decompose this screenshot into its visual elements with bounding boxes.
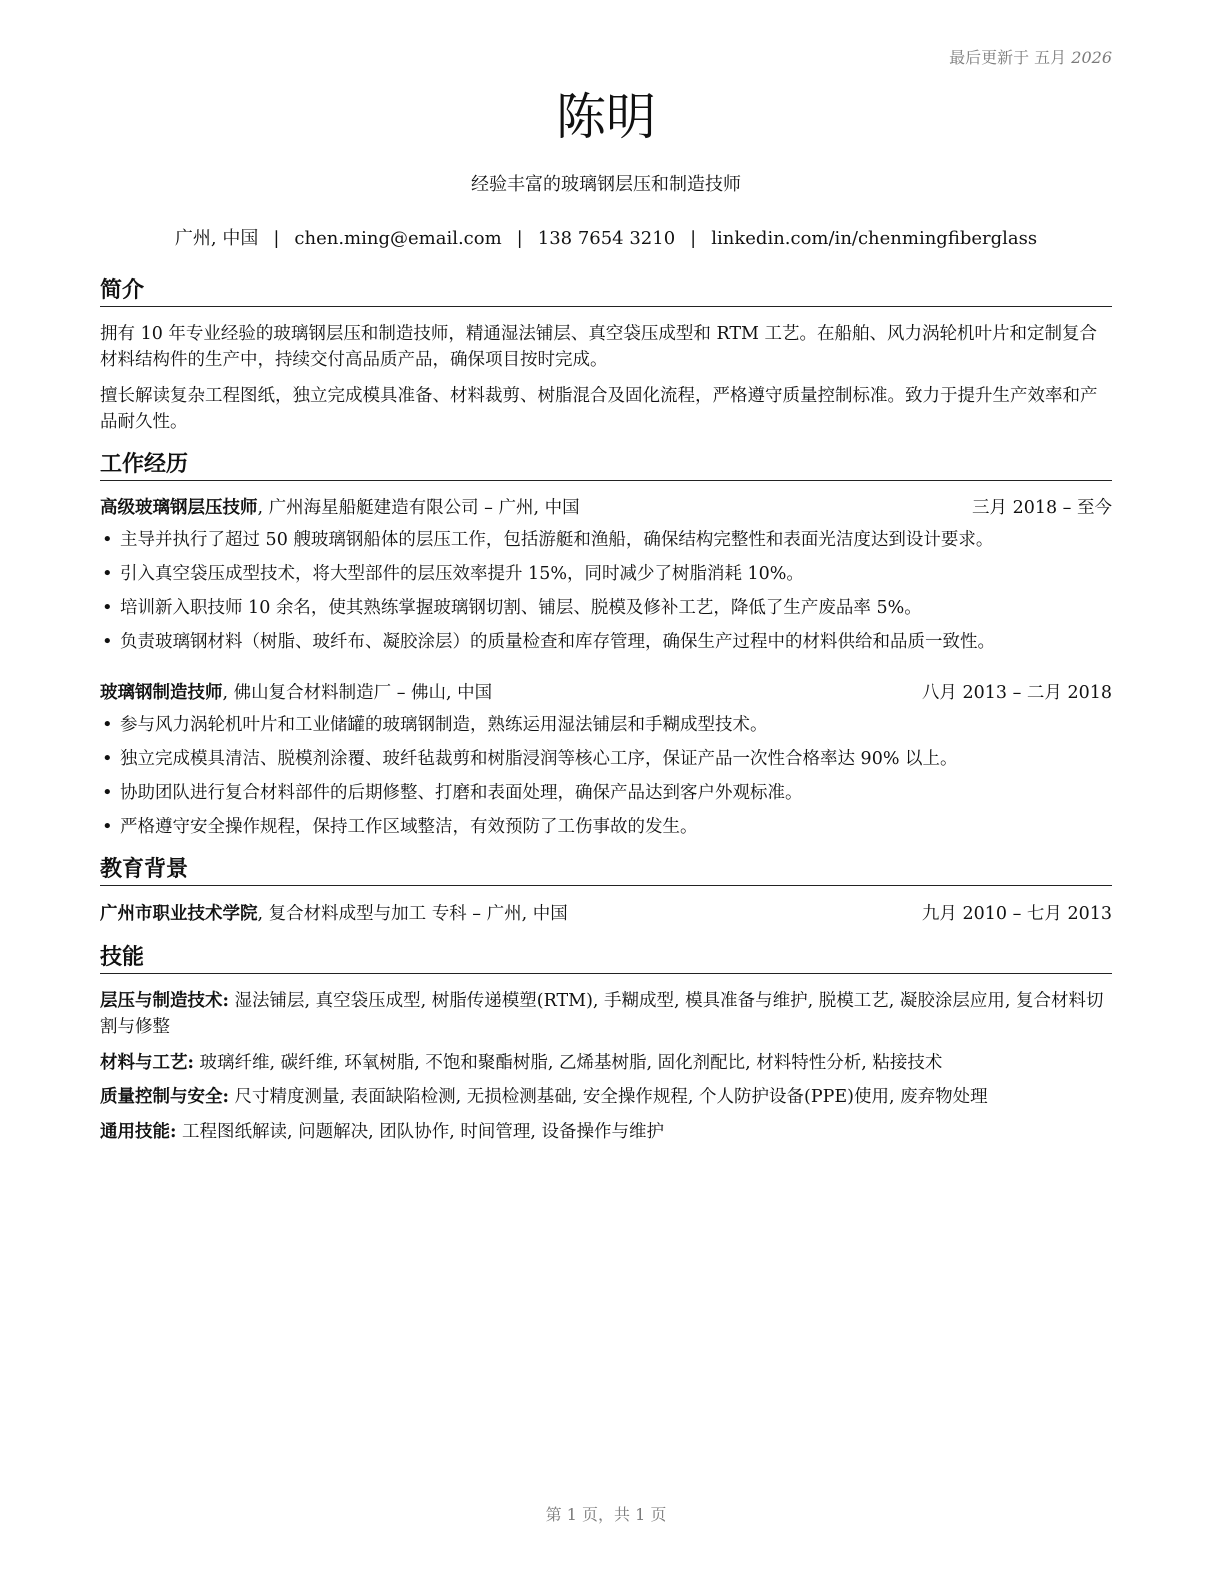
contact-line (100, 224, 1112, 250)
section-title-education: 教育背景 (100, 857, 1112, 886)
skill-value: 玻璃纤维, 碳纤维, 环氧树脂, 不饱和聚酯树脂, 乙烯基树脂, 固化剂配比, 材料特性分析, 粘接技术 (193, 1053, 943, 1073)
page-number: 第 1 页，共 1 页 (545, 1505, 667, 1524)
skill-line (100, 988, 1120, 1040)
skill-label: 质量控制与安全: (100, 1087, 229, 1107)
job-header (100, 495, 1112, 521)
last-updated: 最后更新于 五月 2026 (949, 48, 1112, 67)
education-school: 广州市职业技术学院 (100, 904, 258, 924)
job-dates: 八月 2013 – 二月 2018 (921, 683, 1112, 703)
section-title-skills: 技能 (100, 945, 1112, 974)
contact-linkedin[interactable]: linkedin.com/in/chenmingfiberglass (711, 228, 1038, 249)
job-org: , 广州海星船艇建造有限公司 – 广州, 中国 (257, 498, 580, 518)
education-dates: 九月 2010 – 七月 2013 (921, 904, 1112, 924)
list-item: • 严格遵守安全操作规程，保持工作区域整洁，有效预防了工伤事故的发生。 (100, 810, 1112, 844)
list-item: • 独立完成模具清洁、脱模剂涂覆、玻纤毡裁剪和树脂浸润等核心工序，保证产品一次性合格率达 90% 以上。 (100, 742, 1112, 776)
contact-separator: | (690, 228, 697, 249)
resume-page (100, 0, 1112, 1584)
skill-label: 材料与工艺: (100, 1053, 194, 1073)
contact-email[interactable]: chen.ming@email.com (294, 228, 502, 249)
contact-location: 广州, 中国 (174, 228, 259, 249)
contact-separator: | (273, 228, 280, 249)
education-entry (100, 901, 1112, 927)
skill-label: 层压与制造技术: (100, 991, 229, 1011)
education-detail: , 复合材料成型与加工 专科 – 广州, 中国 (257, 904, 568, 924)
job-role: 高级玻璃钢层压技师 (100, 498, 258, 518)
job-dates: 三月 2018 – 至今 (972, 498, 1112, 518)
candidate-headline: 经验丰富的玻璃钢层压和制造技师 (471, 174, 741, 195)
list-item: • 引入真空袋压成型技术，将大型部件的层压效率提升 15%，同时减少了树脂消耗 10%。 (100, 557, 1112, 591)
skill-value: 尺寸精度测量, 表面缺陷检测, 无损检测基础, 安全操作规程, 个人防护设备(PPE)使用, 废弃物处理 (228, 1087, 988, 1107)
skill-line (100, 1119, 1120, 1145)
list-item: • 主导并执行了超过 50 艘玻璃钢船体的层压工作，包括游艇和渔船，确保结构完整性和表面光洁度达到设计要求。 (100, 523, 1112, 557)
contact-separator: | (516, 228, 523, 249)
list-item: • 培训新入职技师 10 余名，使其熟练掌握玻璃钢切割、铺层、脱模及修补工艺，降低了生产废品率 5%。 (100, 591, 1112, 625)
job-role: 玻璃钢制造技师 (100, 683, 223, 703)
skill-value: 工程图纸解读, 问题解决, 团队协作, 时间管理, 设备操作与维护 (176, 1122, 665, 1142)
list-item: • 负责玻璃钢材料（树脂、玻纤布、凝胶涂层）的质量检查和库存管理，确保生产过程中的材料供给和品质一致性。 (100, 625, 1112, 659)
job-org: , 佛山复合材料制造厂 – 佛山, 中国 (222, 683, 493, 703)
list-item: • 协助团队进行复合材料部件的后期修整、打磨和表面处理，确保产品达到客户外观标准。 (100, 776, 1112, 810)
summary-paragraph: 擅长解读复杂工程图纸，独立完成模具准备、材料裁剪、树脂混合及固化流程，严格遵守质量控制标准。致力于提升生产效率和产品耐久性。 (100, 386, 1098, 432)
job-header (100, 680, 1112, 706)
contact-phone: 138 7654 3210 (537, 228, 676, 249)
section-title-summary: 简介 (100, 278, 1112, 307)
list-item: • 参与风力涡轮机叶片和工业储罐的玻璃钢制造，熟练运用湿法铺层和手糊成型技术。 (100, 708, 1112, 742)
job-bullets (100, 708, 1112, 844)
summary-paragraph: 拥有 10 年专业经验的玻璃钢层压和制造技师，精通湿法铺层、真空袋压成型和 RTM 工艺。在船舶、风力涡轮机叶片和定制复合材料结构件的生产中，持续交付高品质产品，确保项目按时完成。 (100, 324, 1097, 370)
skill-value: 湿法铺层, 真空袋压成型, 树脂传递模塑(RTM), 手糊成型, 模具准备与维护, 脱模工艺, 凝胶涂层应用, 复合材料切割与修整 (100, 991, 1104, 1037)
skill-line (100, 1084, 1120, 1110)
skill-label: 通用技能: (100, 1122, 177, 1142)
candidate-name: 陈明 (556, 88, 656, 146)
section-title-experience: 工作经历 (100, 452, 1112, 481)
skill-line (100, 1050, 1120, 1076)
job-bullets (100, 523, 1112, 659)
